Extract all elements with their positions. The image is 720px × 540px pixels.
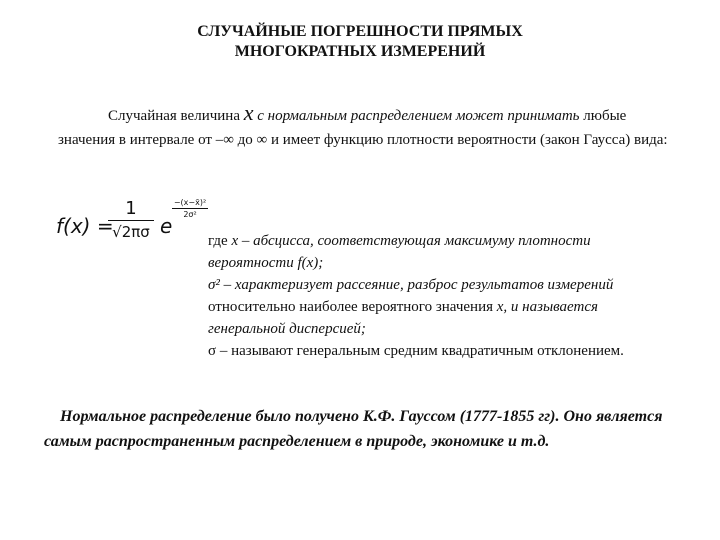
desc-line-3: σ – называют генеральным средним квадратичным отклонением. xyxy=(208,343,624,359)
intro-variable: x xyxy=(243,100,254,125)
desc-line-2-italic: σ² – характеризует рассеяние, разброс результатов измерений xyxy=(208,277,614,293)
desc-line-2-normal: относительно наиболее вероятного значения xyxy=(208,299,497,315)
desc-line-2 xyxy=(208,274,678,340)
formula-e: e xyxy=(160,214,173,238)
desc-line-1-italic: x – абсцисса, соответствующая максимуму плотности вероятности f(x); xyxy=(208,233,591,271)
conclusion-paragraph xyxy=(44,404,694,454)
intro-paragraph xyxy=(58,100,678,152)
intro-part-1: Случайная величина xyxy=(108,108,244,124)
intro-part-2: с нормальным распределением может принимать xyxy=(253,108,580,124)
formula-numerator: 1 xyxy=(125,198,137,219)
desc-line-2-tail: , и называется генеральной дисперсией; xyxy=(208,299,598,337)
exponent-denominator: 2σ² xyxy=(183,210,197,219)
title-line-2: МНОГОКРАТНЫХ ИЗМЕРЕНИЙ xyxy=(234,43,486,60)
formula-exponent xyxy=(172,198,208,219)
desc-line-1-pre: где xyxy=(208,233,232,249)
conclusion-text: Нормальное распределение было получено К.Ф. Гауссом (1777-1855 гг). Оно является самым распространенным распределением в природе, экономике и т.д. xyxy=(44,408,663,450)
formula-fraction xyxy=(106,198,156,241)
formula-denominator: √2πσ xyxy=(112,223,150,241)
page-title xyxy=(0,22,720,62)
gauss-formula xyxy=(56,198,206,248)
exponent-numerator: −(x−x̄)² xyxy=(173,198,207,207)
desc-line-1 xyxy=(208,230,678,274)
formula-description xyxy=(208,230,678,362)
intro-part-3: любые значения в интервале от –∞ до ∞ и имеет функцию плотности вероятности (закон Гаусса) вида: xyxy=(58,108,668,148)
desc-line-2-x: x xyxy=(496,299,504,315)
formula-lhs: f(x) = xyxy=(56,214,114,238)
title-line-1: СЛУЧАЙНЫЕ ПОГРЕШНОСТИ ПРЯМЫХ xyxy=(197,23,523,40)
